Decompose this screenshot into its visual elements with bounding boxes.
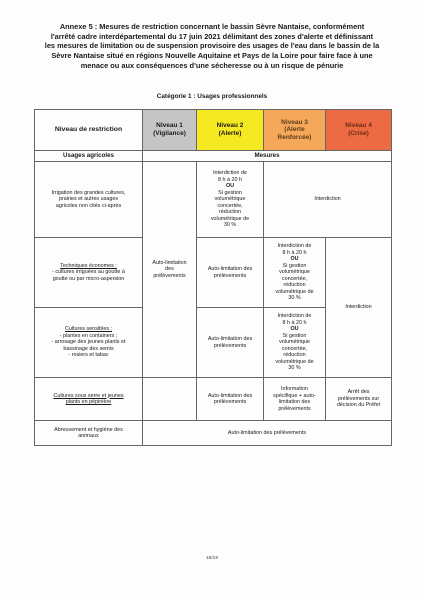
table-row (35, 421, 392, 446)
usage-text: - rosiers et tabac (68, 352, 109, 359)
restriction-table (34, 109, 392, 446)
measure-text: réduction (283, 282, 306, 289)
usage-text: Abreuvement et hygiène des (54, 426, 123, 433)
measure-text: concertée, (281, 275, 308, 282)
measure-text: 8 h à 20 h (282, 319, 307, 326)
serre-level-4 (326, 378, 392, 421)
measure-text: volumétrique (279, 339, 310, 346)
usage-text: prairies et autres usages (58, 196, 119, 203)
level-1-header (143, 110, 197, 151)
title-line: les mesures de limitation ou de suspension provisoire des usages de l'eau dans le bassin de la (44, 41, 380, 51)
usage-text: agricoles non cités ci-après (55, 202, 122, 209)
subheader-row (35, 151, 392, 162)
measure-or: OU (290, 256, 299, 263)
level-2-qualifier: (Alerte) (218, 130, 242, 137)
table-row (35, 378, 392, 421)
measure-text: volumétrique (214, 196, 246, 203)
usage-title: Cultures sensibles : (64, 326, 113, 333)
measure-text: Si gestion (282, 262, 307, 269)
measure-text: Interdiction de (277, 243, 312, 250)
usages-agricoles-header: Usages agricoles (35, 151, 143, 162)
usage-text: bassinage des semis (63, 345, 114, 352)
techniques-sensibles-level-4: Interdiction (326, 238, 392, 378)
usage-title: Techniques économes : (60, 262, 117, 269)
usage-text: - arrosage des jeunes plants et (51, 339, 126, 346)
measure-text: concertée, (281, 345, 308, 352)
table-row (35, 162, 392, 238)
sensibles-level-2 (197, 308, 264, 378)
measure-text: 30 % (288, 365, 301, 372)
measure-text: spécifique + auto- (273, 392, 316, 399)
usage-cultures-sensibles (35, 308, 143, 378)
serre-level-3 (264, 378, 326, 421)
measure-text: 8 h à 20 h (218, 176, 242, 183)
measure-text: limitation des (278, 399, 311, 405)
level-header-row (35, 110, 392, 151)
measure-text: réduction (283, 352, 306, 359)
irrigation-level-2 (197, 162, 264, 238)
measure-text: 30 % (288, 295, 301, 302)
level-4-qualifier: (Crise) (348, 130, 369, 137)
usage-text: - cultures irriguées au goutte à (52, 269, 125, 276)
title-line: menace ou aux conséquences d'une sécheresse ou à un risque de pénurie (80, 60, 344, 70)
category-heading: Catégorie 1 : Usages professionnels (156, 93, 268, 100)
usage-irrigation (35, 162, 143, 238)
measure-text: Interdiction de (277, 313, 312, 320)
measure-text: Auto-limitation des (207, 336, 253, 342)
mesures-header: Mesures (143, 151, 392, 162)
measure-text: volumétrique de (275, 358, 314, 365)
title-line: Sèvre Nantaise situé en régions Nouvelle Aquitaine et Pays de la Loire pour faire face à une (51, 51, 373, 61)
usage-text: Irrigation des grandes cultures, (51, 189, 126, 196)
measure-text: Auto-limitation des (207, 392, 253, 399)
level-1-measure (143, 162, 197, 378)
measure-text: Si gestion (218, 189, 242, 196)
page-number: 18/19 (205, 556, 218, 561)
sensibles-level-3 (264, 308, 326, 378)
usage-title: plants en pépinière (65, 399, 112, 405)
usage-text: goutte ou par micro-aspersion (52, 275, 125, 282)
measure-text: des (165, 266, 174, 273)
serre-level-1 (143, 378, 197, 421)
measure-text: prélèvements (278, 405, 311, 412)
measure-or: OU (290, 326, 299, 333)
measure-text: prélèvements (213, 342, 247, 349)
usage-abreuvement (35, 421, 143, 446)
usage-title: Cultures sous serre et jeunes (53, 392, 124, 399)
level-3-header (264, 110, 326, 151)
level-3-qualifier-cont: Renforcée) (277, 133, 312, 141)
usage-text: - plantes en containers ; (59, 332, 118, 339)
level-2-header (197, 110, 264, 151)
level-1-qualifier: (Vigilance) (153, 130, 186, 137)
measure-text: Interdiction de (213, 170, 247, 177)
restriction-level-header: Niveau de restriction (35, 110, 143, 151)
measure-text: concertée, (217, 202, 243, 209)
level-2-name: Niveau 2 (216, 122, 244, 130)
measure-text: Si gestion (282, 332, 307, 339)
measure-text: Information (281, 386, 308, 392)
annex-title (20, 22, 404, 71)
measure-text: volumétrique de (210, 215, 250, 222)
serre-level-2 (197, 378, 264, 421)
measure-text: prélèvements sur (337, 395, 380, 402)
measure-text: réduction (218, 209, 242, 216)
measure-text: volumétrique (279, 269, 310, 276)
techniques-level-2 (197, 238, 264, 308)
usage-text: animaux (78, 433, 99, 439)
measure-text: 30 % (223, 222, 237, 229)
level-3-name: Niveau 3 (281, 118, 308, 126)
table-row (35, 238, 392, 308)
title-line: l'arrêté cadre interdépartemental du 17 juin 2021 délimitant des zones d'alerte et définissant (50, 31, 374, 41)
level-4-header (326, 110, 392, 151)
measure-text: prélèvements (213, 272, 247, 279)
measure-text: Auto-limitation (152, 259, 187, 266)
irrigation-level-3-4: Interdiction (264, 162, 392, 238)
level-1-name: Niveau 1 (156, 122, 183, 130)
usage-techniques-economes (35, 238, 143, 308)
measure-text: prélèvements (213, 399, 247, 405)
measure-text: 8 h à 20 h (282, 249, 307, 256)
measure-text: Arrêt des (347, 389, 370, 396)
title-line: Annexe 5 : Mesures de restriction concernant le bassin Sèvre Nantaise, conformément (59, 22, 365, 31)
measure-text: Auto-limitation des (207, 266, 253, 272)
measure-text: décision du Préfet (336, 402, 381, 409)
measure-text: prélèvements (153, 272, 186, 279)
level-3-qualifier: (Alerte (284, 126, 305, 134)
level-4-name: Niveau 4 (345, 122, 372, 130)
techniques-level-3 (264, 238, 326, 308)
abreuvement-all-levels: Auto-limitation des prélèvements (143, 421, 392, 446)
measure-text: volumétrique de (275, 288, 314, 295)
measure-or: OU (225, 183, 235, 190)
usage-cultures-sous-serre (35, 378, 143, 421)
